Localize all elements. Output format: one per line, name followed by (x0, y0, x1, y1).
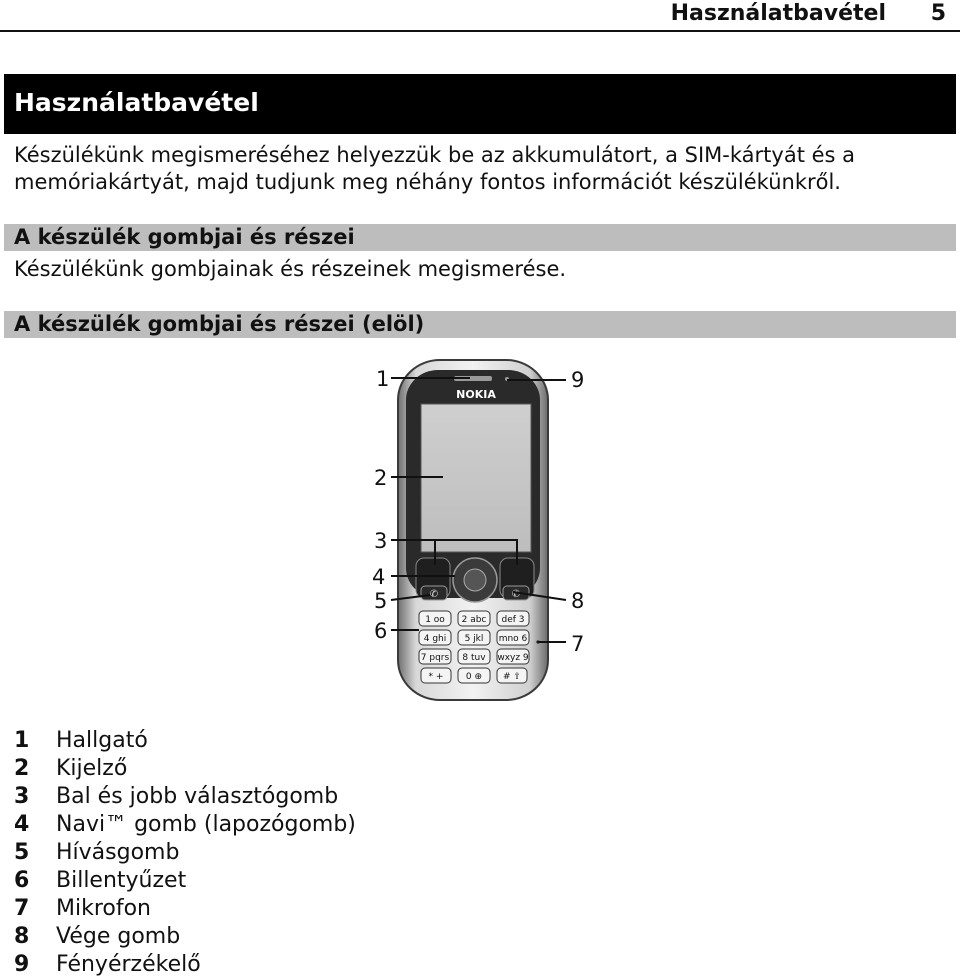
section-description: Készülékünk gombjainak és részeinek megismerése. (14, 257, 567, 281)
key-label: 8 tuv (462, 653, 486, 663)
callout-4: 4 (372, 565, 386, 589)
legend-number: 6 (14, 868, 30, 893)
legend-number: 3 (14, 784, 30, 809)
subsection-title: A készülék gombjai és részei (elöl) (14, 312, 425, 336)
call-icon: ✆ (429, 589, 439, 600)
legend-item (14, 727, 356, 755)
callout-5: 5 (374, 589, 388, 613)
legend-item (14, 783, 356, 811)
intro-line: memóriakártyát, majd tudjunk meg néhány fontos információt készülékünkről. (14, 170, 841, 194)
legend-number: 7 (14, 896, 30, 921)
legend-label: Mikrofon (56, 896, 152, 921)
legend-label: Fényérzékelő (56, 952, 201, 977)
callout-8: 8 (571, 589, 585, 613)
intro-paragraph (14, 142, 944, 196)
key-label: def 3 (501, 615, 525, 625)
callout-1: 1 (376, 367, 390, 391)
legend-number: 4 (14, 812, 30, 837)
running-title: Használatbavétel (670, 1, 886, 26)
legend-item (14, 867, 356, 895)
legend-number: 5 (14, 840, 30, 865)
legend-label: Navi™ gomb (lapozógomb) (56, 812, 356, 837)
key-label: wxyz 9 (497, 653, 529, 663)
key-label: 0 ⊕ (465, 672, 483, 682)
running-header (0, 0, 960, 32)
legend-item (14, 839, 356, 867)
legend-item (14, 811, 356, 839)
key-label: 5 jkl (464, 634, 484, 644)
section-heading (4, 224, 956, 251)
callout-9: 9 (571, 368, 585, 392)
legend-label: Hívásgomb (56, 840, 180, 865)
legend-item (14, 895, 356, 923)
callout-3: 3 (374, 529, 388, 553)
legend-label: Kijelző (56, 756, 128, 781)
page-number: 5 (930, 1, 946, 26)
navi-key-center (464, 569, 486, 591)
key-label: 4 ghi (423, 634, 447, 644)
phone-figure (0, 340, 960, 710)
legend-number: 2 (14, 756, 30, 781)
callout-2: 2 (374, 466, 388, 490)
legend-list (14, 727, 356, 979)
section-title: A készülék gombjai és részei (14, 225, 355, 249)
key-label: 1 ᴏᴏ (425, 615, 445, 625)
end-icon: ✆ (511, 589, 521, 600)
chapter-heading (4, 74, 956, 134)
callout-6: 6 (374, 619, 388, 643)
legend-number: 8 (14, 924, 30, 949)
legend-label: Hallgató (56, 728, 148, 753)
phone-illustration (0, 340, 960, 710)
brand-logo: NOKIA (456, 388, 496, 401)
intro-line: Készülékünk megismeréséhez helyezzük be az akkumulátort, a SIM-kártyát és a (14, 143, 856, 167)
key-label: # ⇧ (503, 672, 521, 682)
legend-number: 1 (14, 728, 30, 753)
callout-7: 7 (571, 632, 585, 656)
legend-label: Billentyűzet (56, 868, 187, 893)
chapter-title: Használatbavétel (14, 88, 259, 117)
key-label: 7 pqrs (420, 653, 450, 663)
key-label: mno 6 (498, 634, 528, 644)
key-label: 2 abc (461, 615, 487, 625)
legend-label: Vége gomb (56, 924, 181, 949)
legend-item (14, 923, 356, 951)
key-label: * + (428, 672, 444, 682)
legend-label: Bal és jobb választógomb (56, 784, 339, 809)
legend-item (14, 951, 356, 979)
legend-item (14, 755, 356, 783)
subsection-heading (4, 311, 956, 338)
legend-number: 9 (14, 952, 30, 977)
